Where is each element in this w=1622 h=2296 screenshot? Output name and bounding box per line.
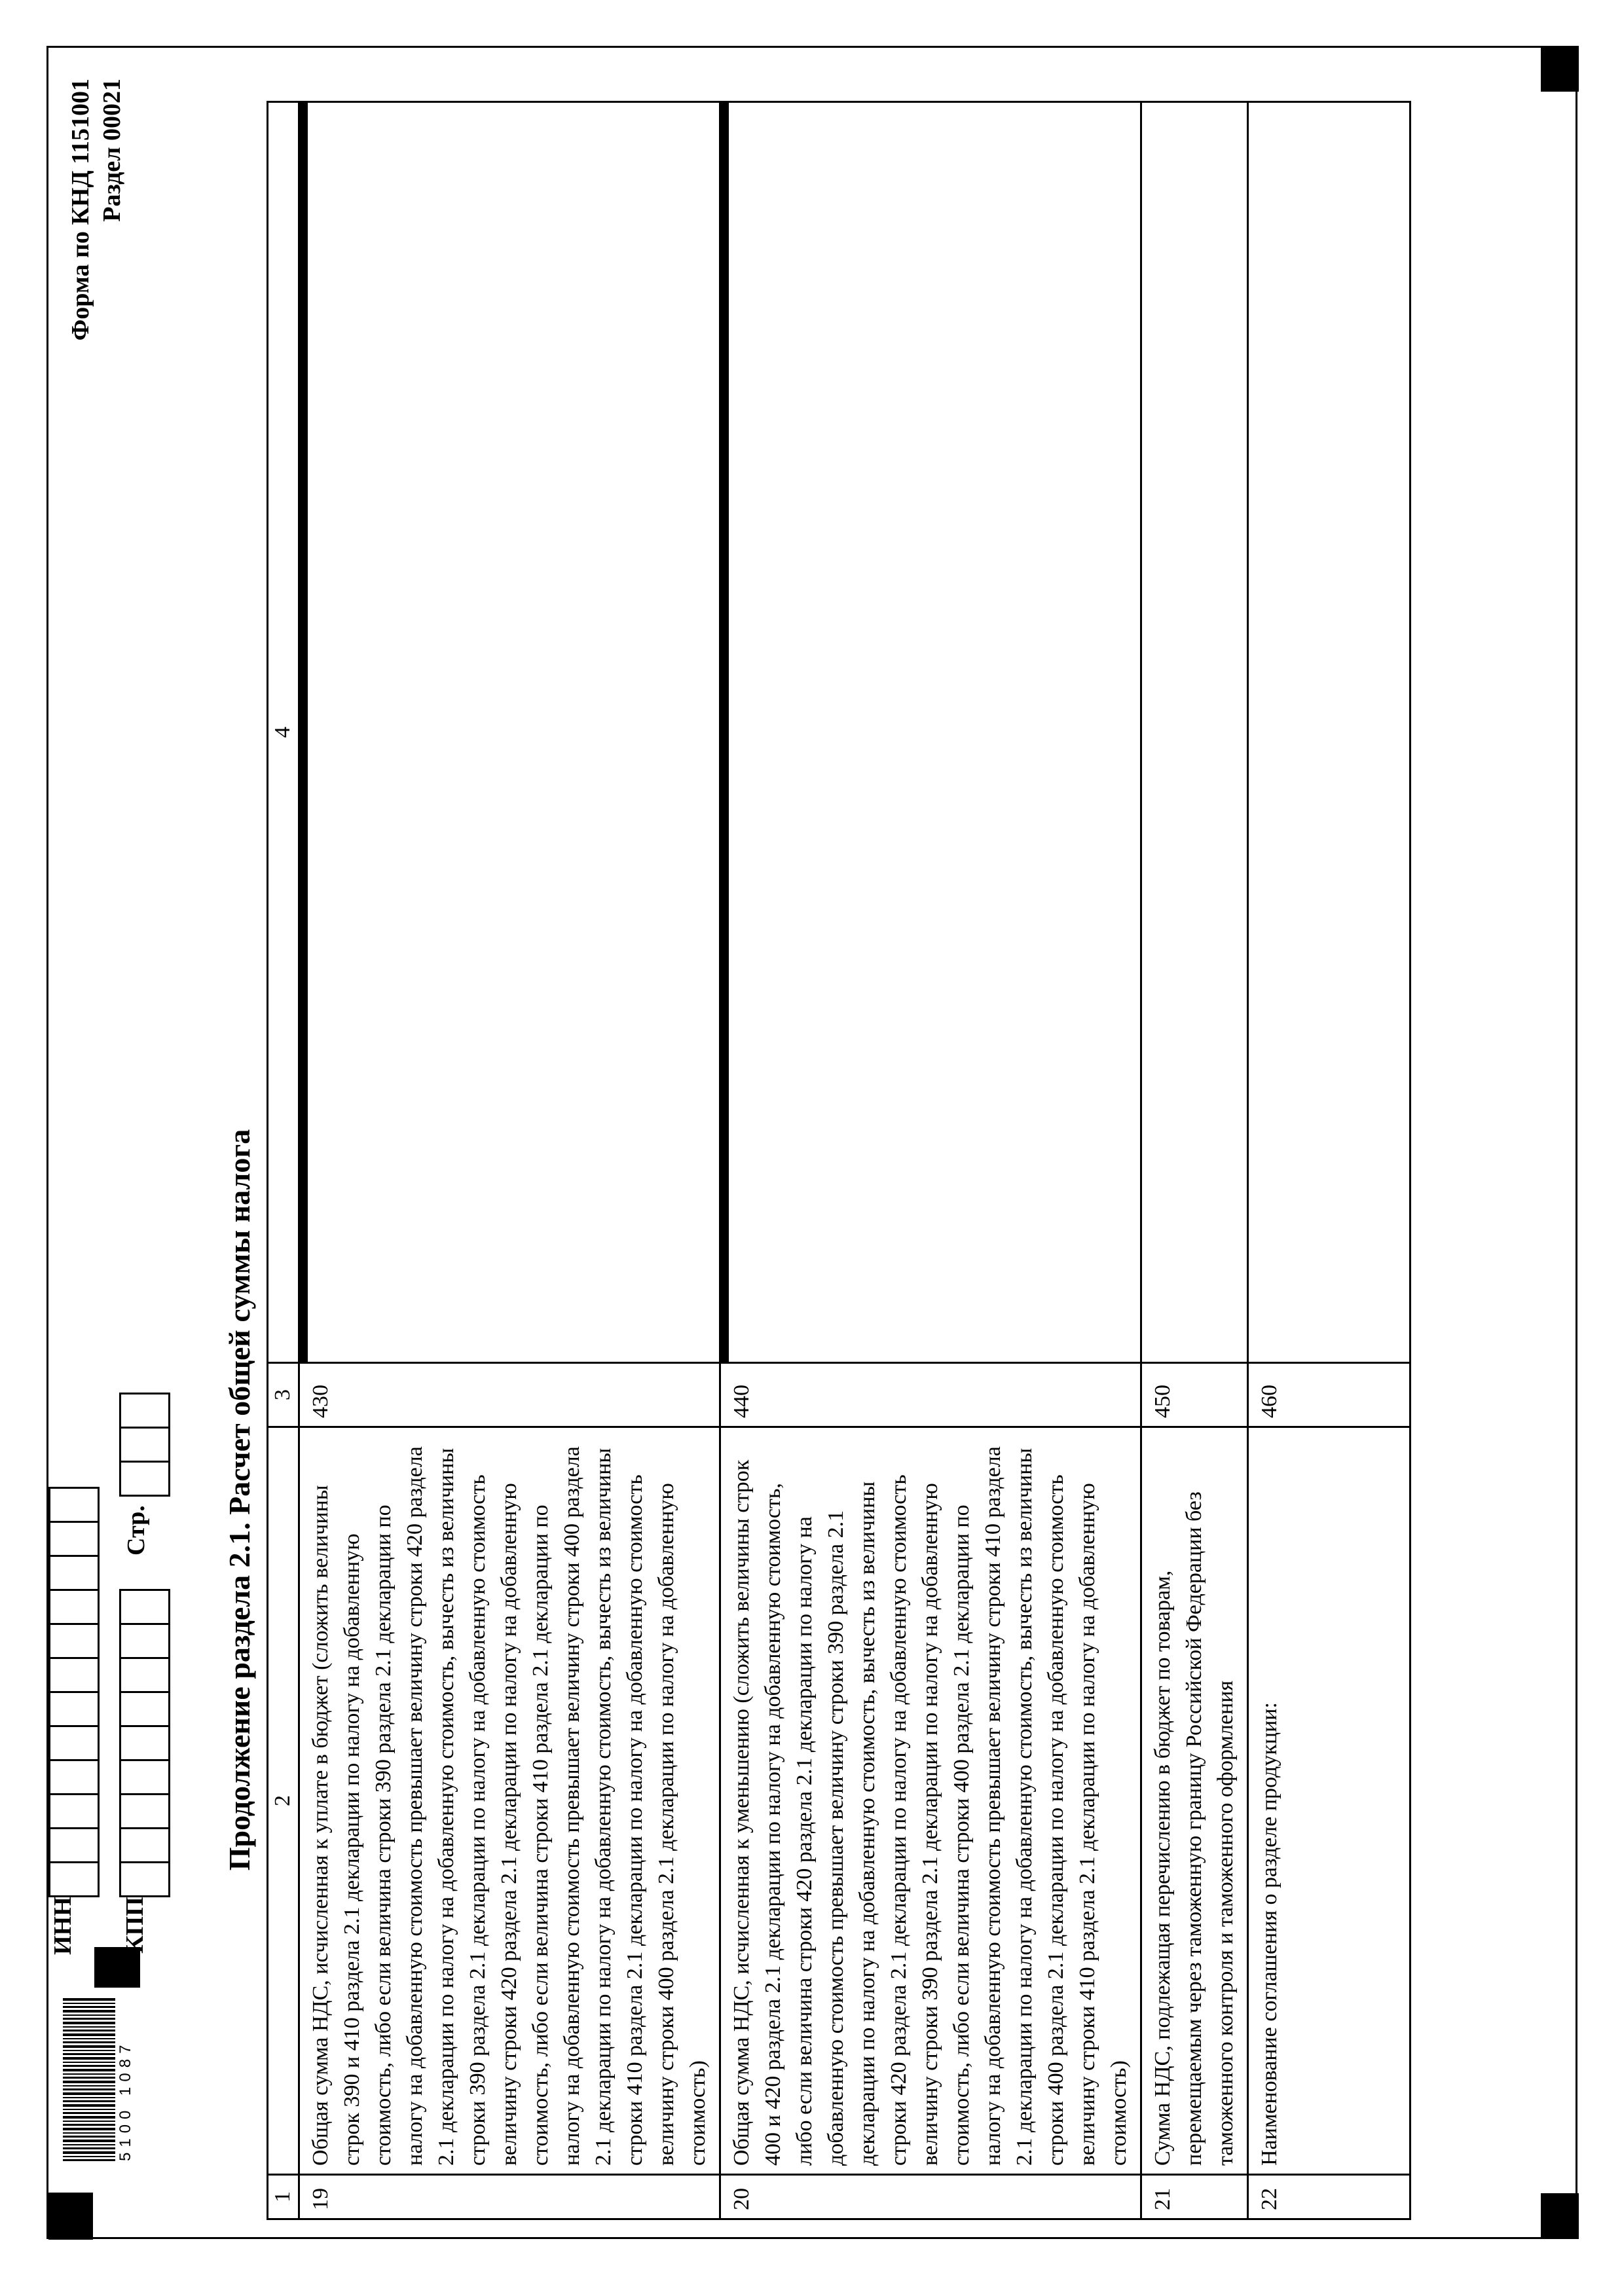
value-input-box[interactable]	[300, 103, 308, 1362]
row-description: Общая сумма НДС, исчисленная к уменьшению (сложить величины строк 400 и 420 раздела 2.1 декларации по налогу на добавленную стоимость, либо если величина строки 420 раздела 2.1 декларации по налогу на добавленную стоимость превышает величину строки 390 раздела 2.1 декларации по налогу на добавленную стоимость, вычесть из величины строки 420 раздела 2.1 декларации по налогу на добавленную стоимость величину строки 390 раздела 2.1 декларации по налогу на добавленную стоимость, либо если величина строки 400 раздела 2.1 декларации по налогу на добавленную стоимость превышает величину строки 410 раздела 2.1 декларации по налогу на добавленную стоимость, вычесть из величины строки 400 раздела 2.1 декларации по налогу на добавленную стоимость величину строки 410 раздела 2.1 декларации по налогу на добавленную стоимость)	[720, 1427, 1141, 2175]
page-label: Стр.	[122, 1505, 150, 1556]
tax-table	[267, 101, 1411, 2220]
row-value-cell	[299, 102, 720, 1363]
section-title: Продолжение раздела 2.1. Расчет общей суммы налога	[223, 1129, 256, 1871]
row-number: 21	[1141, 2175, 1248, 2219]
row-code: 460	[1248, 1363, 1410, 1427]
table-row	[299, 102, 720, 2219]
column-number: 4	[268, 102, 299, 1363]
form-knd: Форма по КНД 1151001	[67, 79, 94, 341]
row-code: 450	[1141, 1363, 1248, 1427]
row-description: Сумма НДС, подлежащая перечислению в бюджет по товарам, перемещаемым через таможенную границу Российской Федерации без таможенного контроля и таможенного оформления	[1141, 1427, 1248, 2175]
table-row	[720, 102, 1141, 2219]
row-value-cell[interactable]	[1248, 102, 1410, 1363]
form-code	[65, 79, 128, 340]
row-value-cell[interactable]	[1141, 102, 1248, 1363]
kpp-field[interactable]	[119, 1589, 170, 1897]
row-code: 430	[299, 1363, 720, 1427]
barcode	[63, 1997, 135, 2161]
row-number: 22	[1248, 2175, 1410, 2219]
kpp-label: КПП	[121, 1897, 149, 1954]
row-number: 20	[720, 2175, 1141, 2219]
page-number-field[interactable]	[119, 1393, 170, 1497]
section-code: Раздел 00021	[98, 79, 126, 222]
barcode-bars	[63, 1997, 115, 2161]
row-number: 19	[299, 2175, 720, 2219]
barcode-number: 5100 1087	[117, 2039, 134, 2161]
row-code: 440	[720, 1363, 1141, 1427]
row-description: Общая сумма НДС, исчисленная к уплате в бюджет (сложить величины строк 390 и 410 раздела 2.1 декларации по налогу на добавленную стоимость, либо если величина строки 390 раздела 2.1 декларации по налогу на добавленную стоимость превышает величину строки 420 раздела 2.1 декларации по налогу на добавленную стоимость, вычесть из величины строки 390 раздела 2.1 декларации по налогу на добавленную стоимость величину строки 420 раздела 2.1 декларации по налогу на добавленную стоимость, либо если величина строки 410 раздела 2.1 декларации по налогу на добавленную стоимость превышает величину строки 400 раздела 2.1 декларации по налогу на добавленную стоимость, вычесть из величины строки 410 раздела 2.1 декларации по налогу на добавленную стоимость величину строки 400 раздела 2.1 декларации по налогу на добавленную стоимость)	[299, 1427, 720, 2175]
rotated-form-content	[48, 46, 1575, 2236]
value-input-box[interactable]	[721, 103, 729, 1362]
row-value-cell	[720, 102, 1141, 1363]
table-row	[1248, 102, 1410, 2219]
column-number-row	[268, 102, 299, 2219]
column-number: 1	[268, 2175, 299, 2219]
table-row	[1141, 102, 1248, 2219]
inn-field[interactable]	[48, 1487, 100, 1897]
column-number: 2	[268, 1427, 299, 2175]
inn-label: ИНН	[49, 1897, 77, 1955]
row-description: Наименование соглашения о разделе продукции:	[1248, 1427, 1410, 2175]
column-number: 3	[268, 1363, 299, 1427]
header-marker	[48, 2193, 93, 2240]
